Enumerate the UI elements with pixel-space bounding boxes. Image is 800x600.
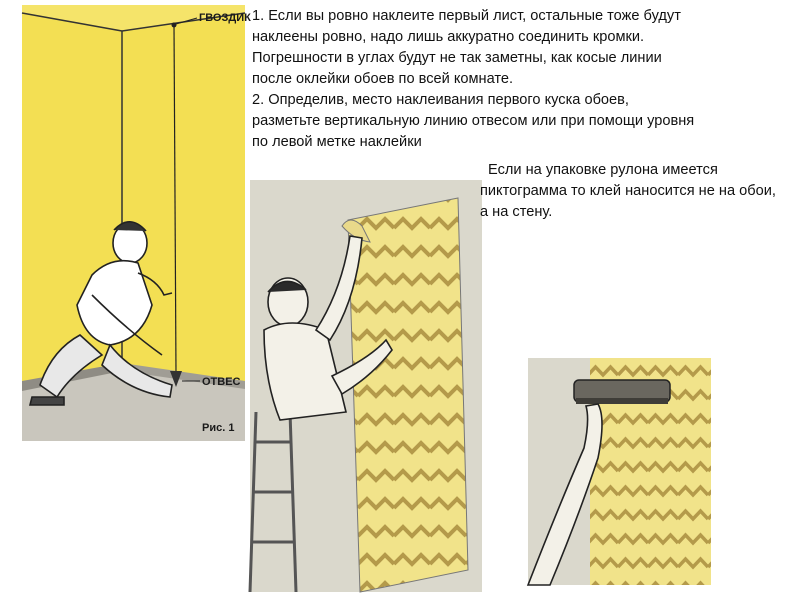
plumb-line-illustration [22,5,251,441]
paragraph-line: Погрешности в углах будут не так заметны, как косые линии [252,50,662,66]
paragraph-line: разметьте вертикальную линию отвесом или при помощи уровня [252,113,695,129]
figure-caption: Рис. 1 [202,422,235,434]
instructions-paragraph [252,6,792,153]
glue-brush-illustration [528,358,711,585]
glue-note-text: Если на упаковке рулона имеется пиктограмма то клей наносится не на обои, а на стену. [480,162,776,220]
plumb-label: ОТВЕС [202,376,241,388]
paragraph-line: по левой метке наклейки [252,134,422,150]
paragraph-line: 2. Определив, место наклеивания первого куска обоев, [252,92,629,108]
paragraph-line: после оклейки обоев по всей комнате. [252,71,514,87]
nail-label: ГВОЗДИК [199,12,251,24]
paragraph-line: наклеены ровно, надо лишь аккуратно соединить кромки. [252,29,645,45]
paragraph-line: 1. Если вы ровно наклеите первый лист, остальные тоже будут [252,8,681,24]
wallpaper-sheet [348,198,468,592]
glue-note-paragraph [480,160,780,223]
hanging-wallpaper-illustration [250,180,482,592]
paste-brush-bristles [576,398,668,404]
